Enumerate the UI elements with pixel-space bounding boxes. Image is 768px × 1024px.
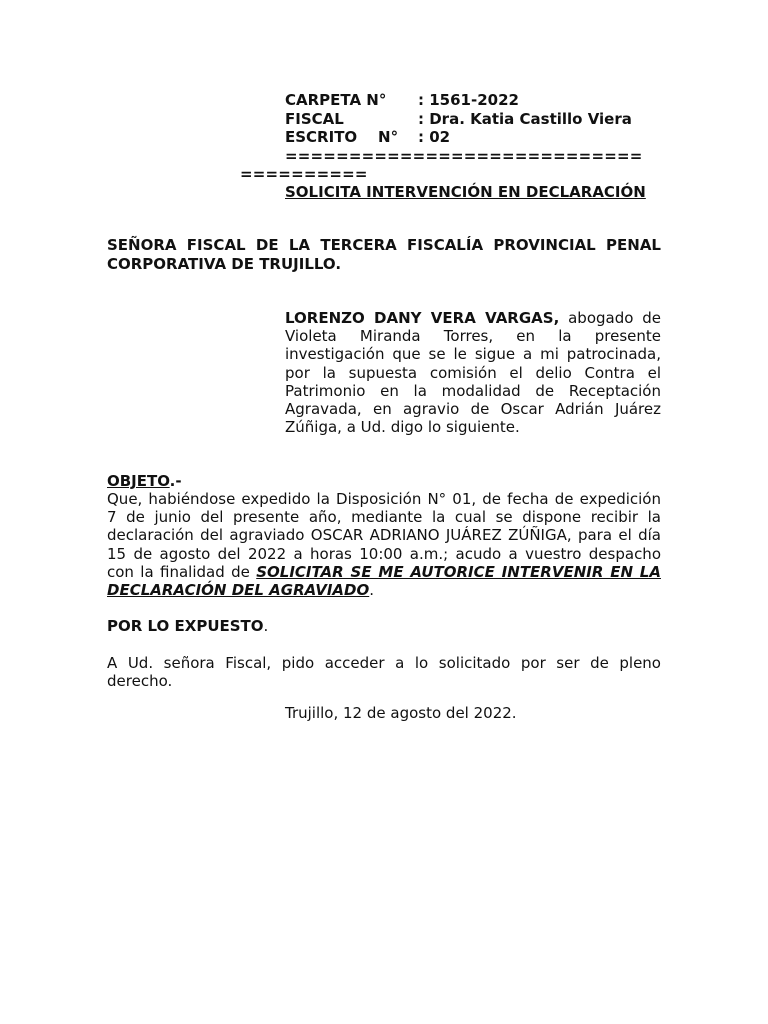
carpeta-value: : 1561-2022 bbox=[418, 91, 519, 109]
addressee: SEÑORA FISCAL DE LA TERCERA FISCALÍA PROVINCIAL PENAL CORPORATIVA DE TRUJILLO. bbox=[107, 236, 661, 273]
objeto-emphasis: SOLICITAR SE ME AUTORICE INTERVENIR EN LA DECLARACIÓN DEL AGRAVIADO bbox=[107, 562, 661, 600]
carpeta-label: CARPETA N° bbox=[285, 91, 387, 109]
separator-line-1: ============================ bbox=[285, 147, 643, 165]
escrito-value: : 02 bbox=[418, 128, 451, 146]
por-lo-expuesto-label: POR LO EXPUESTO bbox=[107, 617, 264, 635]
case-header bbox=[285, 91, 632, 147]
fiscal-value: : Dra. Katia Castillo Viera bbox=[418, 109, 632, 128]
objeto-heading bbox=[107, 472, 182, 490]
objeto-end: . bbox=[369, 581, 375, 600]
escrito-label: ESCRITO N° bbox=[285, 128, 399, 146]
lawyer-name: LORENZO DANY VERA VARGAS, bbox=[285, 309, 560, 327]
intro-paragraph bbox=[285, 309, 661, 436]
objeto-title-suffix: .- bbox=[169, 472, 182, 490]
objeto-body-text: Que, habiéndose expedido la Disposición N° 01, de fecha de expedición 7 de junio del presente año, mediante la cual se dispone recibir la declaración del agraviado OSCAR ADRIANO JUÁREZ ZÚÑIGA, para el día 15 de agosto del 2022 a horas 10:00 a.m.; acudo a vuestro despacho con la finalidad de bbox=[107, 490, 661, 581]
fiscal-label: FISCAL bbox=[285, 109, 344, 128]
por-lo-expuesto bbox=[107, 617, 268, 635]
petition-paragraph: A Ud. señora Fiscal, pido acceder a lo solicitado por ser de pleno derecho. bbox=[107, 654, 661, 691]
place-date: Trujillo, 12 de agosto del 2022. bbox=[285, 704, 517, 722]
intro-text: abogado de Violeta Miranda Torres, en la presente investigación que se le sigue a mi patrocinada, por la supuesta comisión el delio Contra el Patrimonio en la modalidad de Receptación Agravada, en agravio de Oscar Adrián Juárez Zúñiga, a Ud. digo lo siguiente. bbox=[285, 309, 661, 437]
fiscal-row bbox=[285, 110, 632, 129]
escrito-row bbox=[285, 128, 632, 147]
objeto-paragraph bbox=[107, 490, 661, 599]
sumilla-title: SOLICITA INTERVENCIÓN EN DECLARACIÓN bbox=[285, 183, 646, 201]
separator-line-2: ========== bbox=[240, 165, 368, 183]
por-lo-expuesto-end: . bbox=[263, 617, 269, 635]
objeto-title: OBJETO bbox=[107, 472, 170, 490]
carpeta-row bbox=[285, 91, 632, 110]
